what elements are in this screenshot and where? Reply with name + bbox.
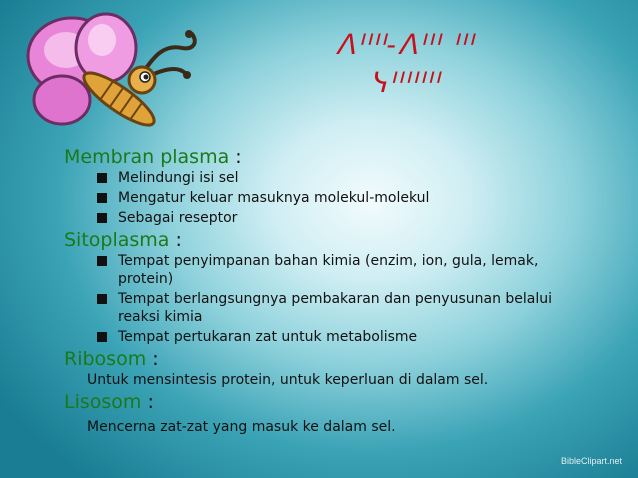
bullet-list-membran (64, 169, 594, 227)
slide-title (295, 26, 515, 102)
section-name: Membran plasma (64, 146, 230, 168)
slide-content (64, 146, 594, 436)
section-heading-ribosom (64, 348, 594, 371)
title-line-1: ᐱᑊᑊᑊᑊ-ᐱᑊᑊᑊ ᑊᑊᑊ (335, 28, 475, 61)
section-separator: : (169, 229, 182, 251)
section-heading-sitoplasma (64, 229, 594, 252)
section-name: Lisosom (64, 391, 142, 413)
bullet-square-icon (97, 332, 107, 342)
butterfly-icon (14, 4, 204, 154)
section-name: Sitoplasma (64, 229, 170, 251)
section-name: Ribosom (64, 348, 147, 370)
list-item-text: Tempat pertukaran zat untuk metabolisme (118, 329, 418, 345)
list-item (94, 328, 594, 346)
bullet-square-icon (97, 193, 107, 203)
list-item-text: Tempat berlangsungnya pembakaran dan penyusunan belalui reaksi kimia (118, 291, 553, 325)
bullet-square-icon (97, 294, 107, 304)
title-line-2: ᓭᑊᑊᑊᑊᑊᑊᑊ (369, 66, 441, 99)
list-item-text: Tempat penyimpanan bahan kimia (enzim, ion, gula, lemak, protein) (118, 253, 539, 287)
section-separator: : (229, 146, 242, 168)
section-heading-membran (64, 146, 594, 169)
section-separator: : (141, 391, 154, 413)
list-item-text: Sebagai reseptor (118, 210, 238, 226)
bullet-list-sitoplasma (64, 252, 594, 346)
bullet-square-icon (97, 213, 107, 223)
list-item-text: Melindungi isi sel (118, 170, 239, 186)
section-heading-lisosom (64, 391, 594, 414)
section-text-lisosom: Mencerna zat-zat yang masuk ke dalam sel. (87, 419, 396, 435)
list-item (94, 209, 594, 227)
bullet-square-icon (97, 256, 107, 266)
list-item (94, 252, 594, 288)
bullet-square-icon (97, 173, 107, 183)
section-separator: : (146, 348, 159, 370)
list-item (94, 169, 594, 187)
section-text-ribosom: Untuk mensintesis protein, untuk keperluan di dalam sel. (87, 372, 489, 388)
list-item-text: Mengatur keluar masuknya molekul-molekul (118, 190, 430, 206)
list-item (94, 290, 594, 326)
list-item (94, 189, 594, 207)
watermark: BibleClipart.net (560, 456, 622, 466)
